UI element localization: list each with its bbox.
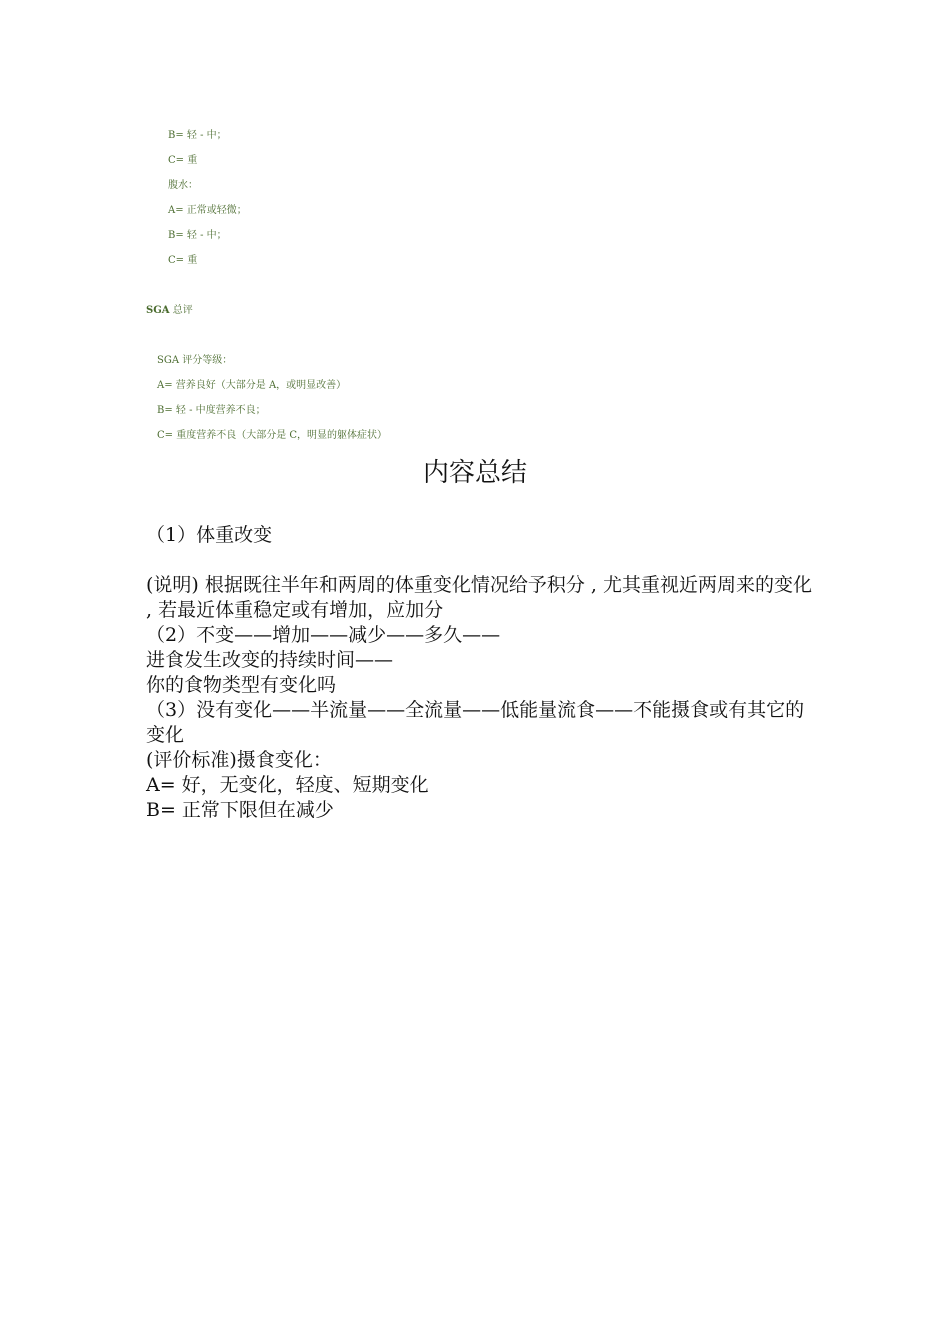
summary-body [146,573,816,823]
summary-item-weight-change [146,523,816,548]
sga-heading-rest: 总评 [169,305,193,316]
upper-list-item: C= 重 [168,255,198,266]
summary-paragraph: A= 好，无变化，轻度、短期变化 [146,774,429,796]
summary-paragraph: （3）没有变化——半流量——全流量——低能量流食——不能摄食或有其它的变化 [146,699,805,746]
summary-heading: （1）体重改变 [146,524,273,546]
summary-paragraph: 进食发生改变的持续时间—— [146,649,394,671]
summary-paragraph: (说明) 根据既往半年和两周的体重变化情况给予积分 , 尤其重视近两周来的变化 , 若最近体重稳定或有增加，应加分 [146,574,812,621]
summary-paragraph: (评价标准)摄食变化： [146,749,332,771]
sga-list-item: C= 重度营养不良（大部分是 C，明显的躯体症状） [157,430,388,441]
summary-paragraph: （2）不变——增加——减少——多久—— [146,624,501,646]
upper-list-item: 腹水： [168,180,198,191]
sga-heading [146,304,193,318]
sga-list-item: SGA 评分等级： [157,355,233,366]
upper-list-item: A= 正常或轻微； [168,205,247,216]
sga-list-item: A= 营养良好（大部分是 A，或明显改善） [157,380,347,391]
sga-list-item: B= 轻 - 中度营养不良； [157,405,266,416]
upper-list-item: B= 轻 - 中； [168,130,227,141]
summary-paragraph: 你的食物类型有变化吗 [146,674,337,696]
summary-paragraph: B= 正常下限但在减少 [146,799,334,821]
page-title: 内容总结 [422,458,527,488]
sga-heading-bold: SGA [146,305,170,316]
upper-list-item: C= 重 [168,155,198,166]
upper-list-item: B= 轻 - 中； [168,230,227,241]
